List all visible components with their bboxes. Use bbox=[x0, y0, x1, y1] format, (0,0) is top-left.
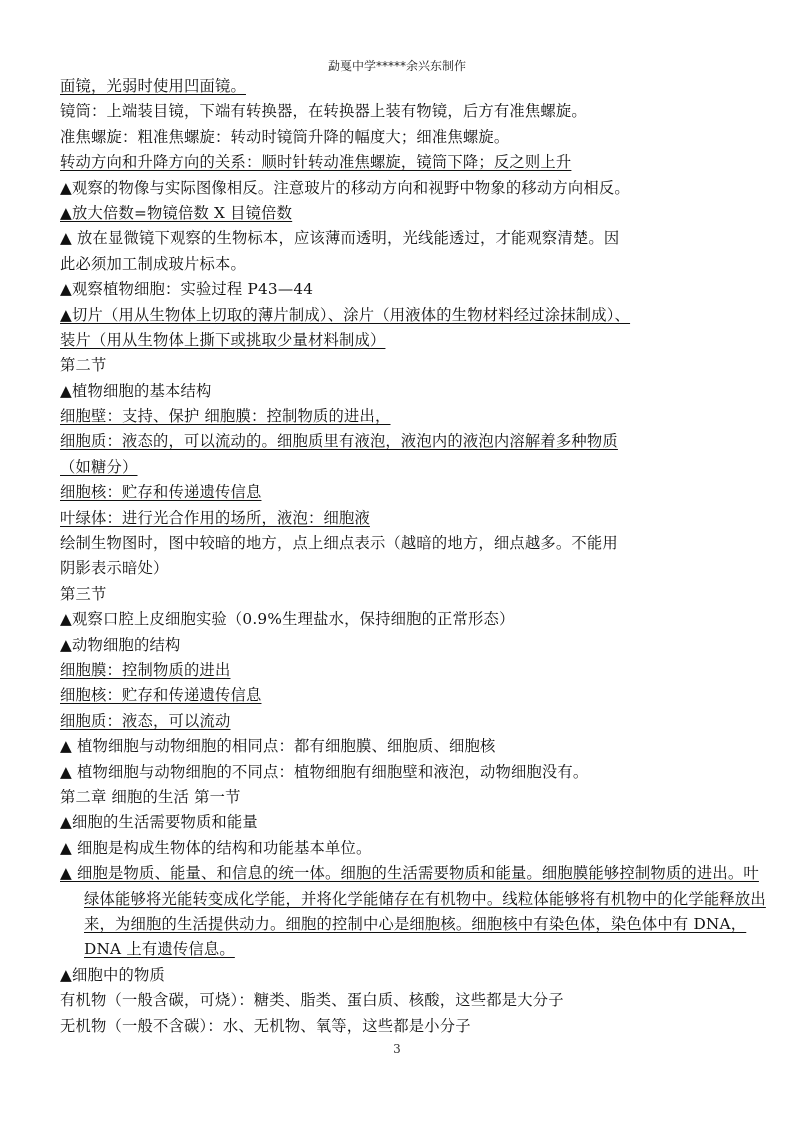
text-line: 准焦螺旋：粗准焦螺旋：转动时镜筒升降的幅度大；细准焦螺旋。 bbox=[60, 127, 510, 146]
text-line: ▲ 植物细胞与动物细胞的相同点：都有细胞膜、细胞质、细胞核 bbox=[60, 737, 496, 756]
text-line: 细胞质：液态，可以流动 bbox=[60, 711, 231, 730]
text-line: 叶绿体：进行光合作用的场所，液泡：细胞液 bbox=[60, 508, 370, 527]
paragraph: ▲ 细胞是物质、能量、和信息的统一体。细胞的生活需要物质和能量。细胞膜能够控制物质的进出。叶绿体能够将光能转变成化学能，并将化学能储存在有机物中。线粒体能够将有机物中的化学能释放出来，为细胞的生活提供动力。细胞的控制中心是细胞核。细胞核中有染色体，染色体中有 DNA，DNA 上有遗传信息。 bbox=[60, 864, 766, 959]
text-line: 此必须加工制成玻片标本。 bbox=[60, 254, 246, 273]
text-line: ▲细胞的生活需要物质和能量 bbox=[60, 813, 258, 832]
page-number: 3 bbox=[393, 1042, 401, 1056]
text-line: （如糖分） bbox=[60, 457, 138, 476]
text-line: 无机物（一般不含碳）：水、无机物、氧等，这些都是小分子 bbox=[60, 1016, 471, 1035]
text-line: ▲植物细胞的基本结构 bbox=[60, 381, 212, 400]
section-heading: 第三节 bbox=[60, 584, 107, 603]
text-line: ▲ 植物细胞与动物细胞的不同点：植物细胞有细胞壁和液泡，动物细胞没有。 bbox=[60, 762, 589, 781]
text-line: 细胞质：液态的，可以流动的。细胞质里有液泡，液泡内的液泡内溶解着多种物质 bbox=[60, 432, 618, 451]
text-line: 细胞膜：控制物质的进出 bbox=[60, 660, 231, 679]
page-header: 勐戛中学*****余兴东制作 bbox=[327, 59, 466, 73]
section-heading: 第二节 bbox=[60, 356, 107, 375]
text-line: ▲动物细胞的结构 bbox=[60, 635, 181, 654]
text-line: 绘制生物图时，图中较暗的地方，点上细点表示（越暗的地方，细点越多。不能用 bbox=[60, 534, 618, 553]
document-body bbox=[60, 74, 766, 1039]
text-line: 有机物（一般含碳，可烧）：糖类、脂类、蛋白质、核酸，这些都是大分子 bbox=[60, 991, 564, 1010]
text-line: 面镜，光弱时使用凹面镜。 bbox=[60, 77, 246, 95]
text-line: ▲切片（用从生物体上切取的薄片制成）、涂片（用液体的生物材料经过涂抹制成）、 bbox=[60, 305, 631, 324]
text-line: ▲放大倍数=物镜倍数 X 目镜倍数 bbox=[60, 203, 293, 222]
section-heading: 第二章 细胞的生活 第一节 bbox=[60, 787, 241, 806]
text-line: ▲细胞中的物质 bbox=[60, 965, 165, 984]
text-line: 细胞核：贮存和传递遗传信息 bbox=[60, 483, 262, 502]
text-line: 转动方向和升降方向的关系：顺时针转动准焦螺旋，镜筒下降；反之则上升 bbox=[60, 153, 572, 172]
text-line: 镜筒：上端装目镜，下端有转换器，在转换器上装有物镜，后方有准焦螺旋。 bbox=[60, 102, 587, 121]
text-line: ▲观察口腔上皮细胞实验（0.9%生理盐水，保持细胞的正常形态） bbox=[60, 610, 515, 629]
text-line: 细胞核：贮存和传递遗传信息 bbox=[60, 686, 262, 705]
text-line: 阴影表示暗处） bbox=[60, 559, 169, 578]
text-line: ▲观察植物细胞：实验过程 P43—44 bbox=[60, 280, 314, 299]
text-line: ▲ 细胞是构成生物体的结构和功能基本单位。 bbox=[60, 838, 372, 857]
text-line: ▲ 放在显微镜下观察的生物标本，应该薄而透明，光线能透过，才能观察清楚。因 bbox=[60, 229, 620, 248]
text-line: ▲观察的物像与实际图像相反。注意玻片的移动方向和视野中物象的移动方向相反。 bbox=[60, 178, 630, 197]
text-line: 装片（用从生物体上撕下或挑取少量材料制成） bbox=[60, 330, 386, 349]
text-line: 细胞壁：支持、保护 细胞膜：控制物质的进出， bbox=[60, 407, 391, 426]
